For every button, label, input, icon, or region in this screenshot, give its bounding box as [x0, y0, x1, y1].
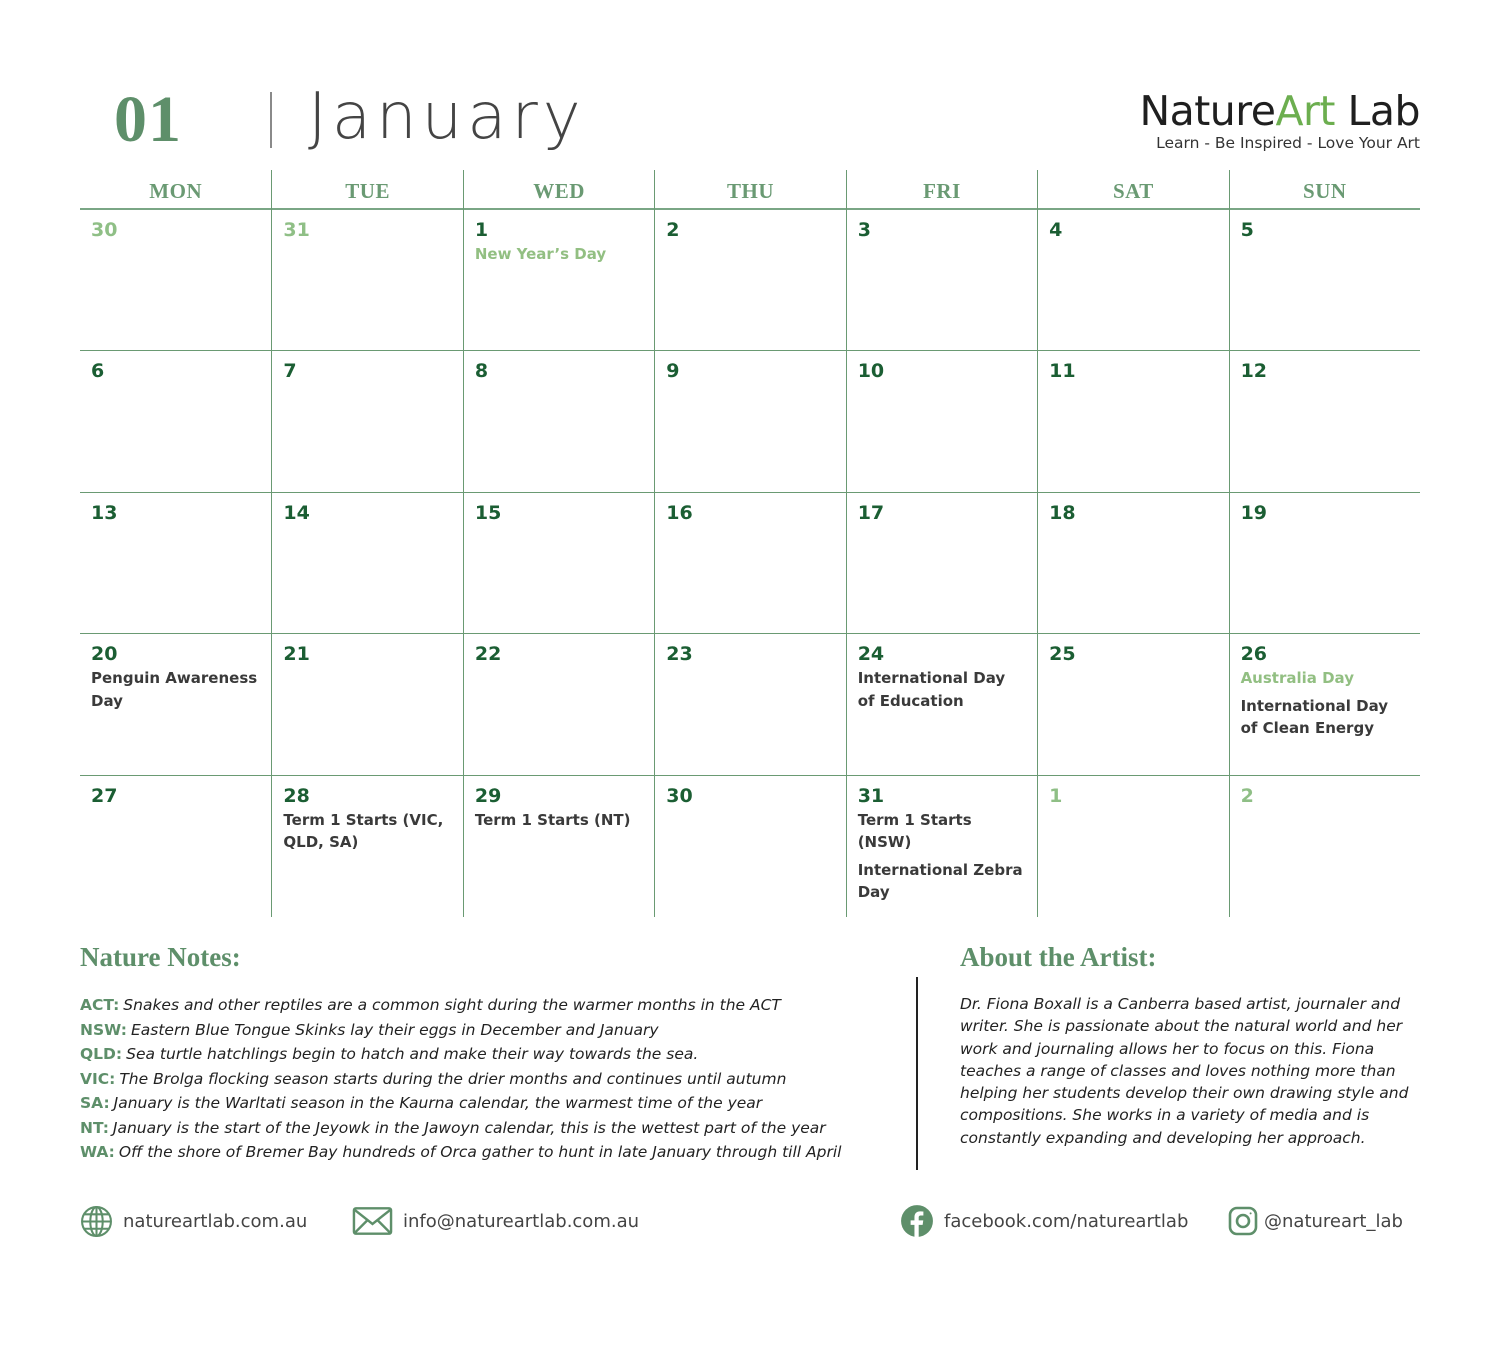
day-number: 4: [1049, 219, 1063, 241]
event-label: International Day of Education: [857, 669, 1006, 710]
weekday-fri: FRI: [846, 170, 1037, 212]
day-cell: [1037, 634, 1228, 775]
day-cell: [271, 493, 462, 634]
day-cell: [1037, 351, 1228, 492]
day-cell: [80, 634, 271, 775]
day-number: 1: [474, 219, 489, 241]
note-text: Off the shore of Bremer Bay hundreds of Orca gather to hunt in late January through till April: [118, 1143, 842, 1161]
note-state: ACT:: [80, 996, 120, 1014]
day-number: 20: [91, 643, 118, 666]
day-number: 8: [474, 360, 489, 383]
day-number: 30: [91, 219, 118, 241]
about-artist-text: Dr. Fiona Boxall is a Canberra based artist, journaler and writer. She is passionate about the natural world and her work and journaling allows her to focus on this. Fiona teaches a range of classes and loves nothing more than helping her students develop their own drawing style and compositions. She works in a variety of media and is constantly expanding and developing her approach.: [960, 995, 1409, 1147]
logo-name-part3: Lab: [1334, 87, 1420, 135]
day-cell: [846, 351, 1037, 492]
nature-note: [80, 1018, 900, 1043]
note-text: January is the start of the Jeyowk in the Jawoyn calendar, this is the wettest part of the year: [112, 1118, 826, 1137]
note-text: Sea turtle hatchlings begin to hatch and make their way towards the sea.: [126, 1045, 699, 1063]
nature-notes-list: [80, 993, 900, 1165]
day-number: 15: [474, 501, 502, 524]
day-cell: [463, 634, 654, 775]
event-label: Term 1 Starts (VIC, QLD, SA): [283, 810, 444, 852]
note-text: The Brolga flocking season starts during the drier months and continues until autumn: [119, 1069, 787, 1088]
day-number: 7: [283, 360, 297, 383]
day-number: 30: [666, 784, 693, 807]
logo-name-part2: Art: [1275, 87, 1335, 135]
weekday-sat: SAT: [1037, 170, 1228, 212]
day-cell: [654, 493, 845, 634]
note-state: SA:: [80, 1094, 110, 1112]
event-label: International Zebra Day: [857, 860, 1023, 902]
about-artist: [960, 942, 1420, 1149]
day-cell: [271, 210, 462, 351]
footer-website[interactable]: [80, 1203, 307, 1239]
day-number: 10: [857, 360, 885, 383]
calendar: [80, 170, 1420, 917]
footer-facebook[interactable]: [900, 1203, 1188, 1239]
weekday-header-row: [80, 170, 1420, 210]
facebook-link[interactable]: facebook.com/natureartlab: [944, 1210, 1189, 1232]
event-label: International Day of Clean Energy: [1240, 696, 1389, 738]
logo: [1139, 88, 1420, 152]
nature-note: [80, 993, 900, 1018]
day-number: 26: [1240, 643, 1268, 666]
day-number: 14: [283, 501, 310, 524]
day-cell: [846, 210, 1037, 351]
day-cell: [1229, 634, 1420, 775]
day-number: 3: [857, 219, 871, 241]
day-cell: [463, 210, 654, 351]
note-state: WA:: [80, 1143, 115, 1161]
day-number: 25: [1049, 643, 1076, 666]
nature-notes: [80, 942, 900, 1165]
holiday-label: New Year’s Day: [474, 245, 607, 263]
logo-title: [1139, 88, 1420, 134]
day-cell: [1037, 776, 1228, 917]
day-cell: [1229, 493, 1420, 634]
day-cell: [463, 493, 654, 634]
day-number: 31: [283, 219, 310, 241]
footer-instagram[interactable]: [1228, 1203, 1403, 1239]
nature-note: [80, 1042, 900, 1067]
day-cell: [654, 351, 845, 492]
day-number: 29: [474, 784, 502, 807]
day-cell: [654, 210, 845, 351]
day-number: 9: [666, 360, 680, 383]
weekday-thu: THU: [654, 170, 845, 212]
day-cell: [1037, 210, 1228, 351]
weekday-sun: SUN: [1229, 170, 1420, 212]
day-number: 31: [857, 784, 885, 807]
day-number: 17: [857, 501, 885, 524]
section-divider: [916, 977, 918, 1170]
instagram-icon: [1228, 1206, 1258, 1236]
day-number: 1: [1049, 784, 1063, 807]
event-label: Term 1 Starts (NSW): [857, 810, 972, 852]
note-text: Eastern Blue Tongue Skinks lay their eggs in December and January: [130, 1020, 659, 1039]
day-number: 21: [283, 643, 310, 666]
day-cell: [80, 776, 271, 917]
day-number: 23: [666, 643, 693, 666]
logo-tagline: Learn - Be Inspired - Love Your Art: [1156, 134, 1420, 152]
day-cell: [80, 493, 271, 634]
day-number: 19: [1240, 501, 1268, 524]
nature-notes-title: Nature Notes:: [80, 942, 241, 972]
about-artist-title: About the Artist:: [960, 942, 1157, 972]
calendar-grid: [80, 210, 1420, 917]
event-label: Penguin Awareness Day: [91, 669, 258, 710]
day-cell: [846, 634, 1037, 775]
day-number: 2: [1240, 784, 1254, 807]
day-cell: [271, 351, 462, 492]
day-number: 28: [283, 784, 310, 807]
weekday-tue: TUE: [271, 170, 462, 212]
day-number: 2: [666, 219, 680, 241]
nature-note: [80, 1140, 900, 1165]
day-cell: [80, 351, 271, 492]
day-cell: [654, 776, 845, 917]
day-cell: [654, 634, 845, 775]
day-cell: [846, 493, 1037, 634]
holiday-label: Australia Day: [1240, 669, 1354, 688]
footer-email[interactable]: [352, 1203, 639, 1239]
email-link[interactable]: info@natureartlab.com.au: [403, 1210, 640, 1232]
logo-name-part1: Nature: [1139, 87, 1276, 135]
note-text: Snakes and other reptiles are a common sight during the warmer months in the ACT: [123, 996, 781, 1014]
day-number: 12: [1240, 360, 1268, 383]
note-text: January is the Warltati season in the Kaurna calendar, the warmest time of the year: [113, 1094, 763, 1112]
month-name: January: [308, 80, 586, 154]
note-state: VIC:: [80, 1069, 116, 1088]
weekday-wed: WED: [463, 170, 654, 212]
note-state: NSW:: [80, 1020, 127, 1039]
globe-icon: [80, 1205, 113, 1238]
weekday-mon: MON: [149, 179, 203, 203]
day-number: 16: [666, 501, 693, 524]
day-cell: [80, 210, 271, 351]
day-number: 13: [91, 501, 118, 524]
nature-note: [80, 1067, 900, 1092]
instagram-link[interactable]: @natureart_lab: [1264, 1210, 1403, 1232]
day-cell: [463, 351, 654, 492]
day-number: 5: [1240, 219, 1254, 241]
month-number: 01: [114, 83, 182, 156]
note-state: QLD:: [80, 1045, 123, 1063]
header-divider: [270, 92, 272, 148]
day-number: 22: [474, 643, 502, 666]
note-state: NT:: [80, 1118, 109, 1137]
day-number: 18: [1049, 501, 1076, 524]
day-cell: [1037, 493, 1228, 634]
nature-note: [80, 1116, 900, 1141]
website-link[interactable]: natureartlab.com.au: [123, 1210, 308, 1232]
event-label: Term 1 Starts (NT): [474, 810, 631, 829]
day-number: 6: [91, 360, 105, 383]
day-cell: [271, 634, 462, 775]
nature-note: [80, 1091, 900, 1116]
day-cell: [846, 776, 1037, 917]
day-number: 24: [857, 643, 885, 666]
envelope-icon: [352, 1206, 393, 1236]
day-cell: [1229, 351, 1420, 492]
day-number: 11: [1049, 360, 1076, 383]
day-number: 27: [91, 784, 118, 807]
day-cell: [1229, 210, 1420, 351]
day-cell: [271, 776, 462, 917]
day-cell: [1229, 776, 1420, 917]
facebook-icon: [900, 1204, 934, 1238]
day-cell: [463, 776, 654, 917]
